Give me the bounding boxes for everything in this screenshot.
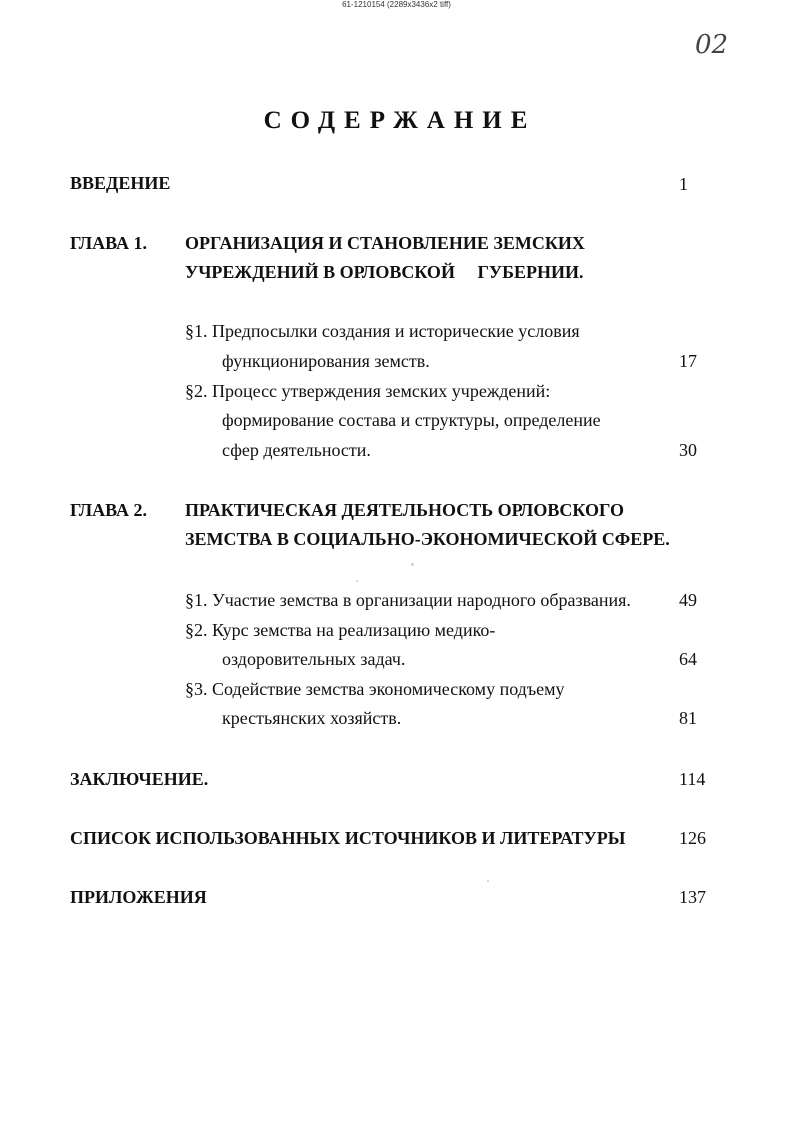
ch2-section3-line1: §3. Содействие земства экономическому подъему (185, 679, 565, 699)
chapter1-title-line1: ОРГАНИЗАЦИЯ И СТАНОВЛЕНИЕ ЗЕМСКИХ (185, 233, 585, 253)
chapter2-number: ГЛАВА 2. (70, 500, 148, 520)
ch1-section1-page: 17 (679, 351, 697, 371)
ch1-section2-page: 30 (679, 440, 697, 460)
toc-appendices-page: 137 (679, 887, 706, 907)
ch1-section2-line1: §2. Процесс утверждения земских учреждений: (185, 381, 551, 401)
ch2-section2-line2: оздоровительных задач. (222, 649, 406, 669)
scan-speck (356, 580, 358, 582)
toc-conclusion-label: ЗАКЛЮЧЕНИЕ. (70, 769, 209, 789)
toc-intro-page: 1 (679, 174, 688, 194)
chapter1-number: ГЛАВА 1. (70, 233, 148, 253)
scan-speck (487, 880, 489, 882)
ch2-section2-page: 64 (679, 649, 697, 669)
scan-speck (411, 563, 414, 566)
page-title: СОДЕРЖАНИЕ (263, 107, 537, 134)
toc-conclusion-page: 114 (679, 769, 706, 789)
scan-header-stamp: 61-1210154 (2289x3436x2 tiff) (342, 0, 451, 9)
chapter2-title-line1: ПРАКТИЧЕСКАЯ ДЕЯТЕЛЬНОСТЬ ОРЛОВСКОГО (185, 500, 624, 520)
ch1-section1-line2: функционирования земств. (222, 351, 430, 371)
chapter1-title-line2: УЧРЕЖДЕНИЙ В ОРЛОВСКОЙ ГУБЕРНИИ. (185, 262, 584, 282)
ch2-section1-page: 49 (679, 590, 697, 610)
ch1-section2-line2: формирование состава и структуры, определение (222, 410, 601, 430)
ch1-section1-line1: §1. Предпосылки создания и исторические условия (185, 321, 580, 341)
chapter2-title-line2: ЗЕМСТВА В СОЦИАЛЬНО-ЭКОНОМИЧЕСКОЙ СФЕРЕ. (185, 529, 670, 549)
ch1-section2-line3: сфер деятельности. (222, 440, 371, 460)
ch2-section2-line1: §2. Курс земства на реализацию медико- (185, 620, 496, 640)
handwritten-page-mark: 02 (695, 30, 729, 60)
ch2-section3-line2: крестьянских хозяйств. (222, 708, 402, 728)
ch2-section1-line1: §1. Участие земства в организации народного образвания. (185, 590, 631, 610)
toc-appendices-label: ПРИЛОЖЕНИЯ (70, 887, 207, 907)
toc-sources-label: СПИСОК ИСПОЛЬЗОВАННЫХ ИСТОЧНИКОВ И ЛИТЕРАТУРЫ (70, 828, 626, 848)
ch2-section3-page: 81 (679, 708, 697, 728)
toc-intro-label: ВВЕДЕНИЕ (70, 173, 171, 193)
toc-sources-page: 126 (679, 828, 706, 848)
